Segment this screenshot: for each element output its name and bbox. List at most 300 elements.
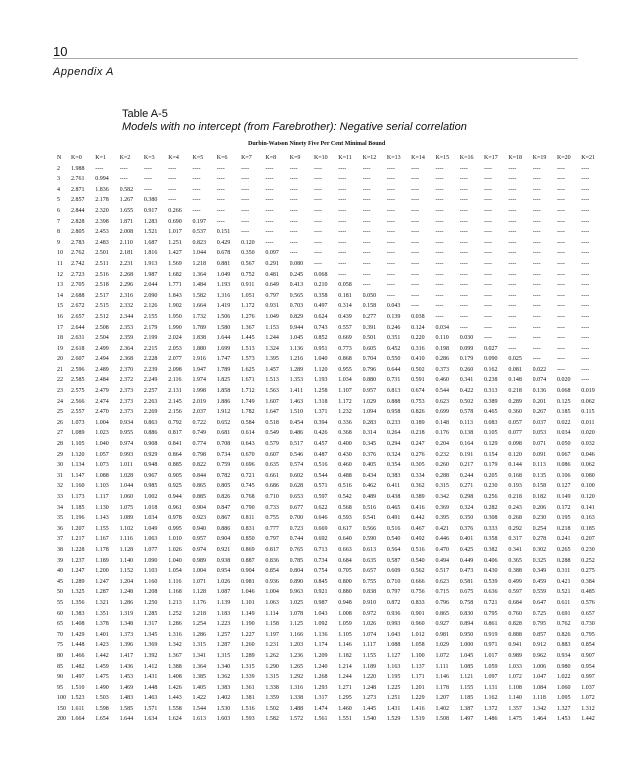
table-cell: 0.904 <box>216 536 231 543</box>
table-cell: ---- <box>289 176 298 183</box>
table-row <box>57 217 606 228</box>
table-cell: ---- <box>289 250 298 257</box>
table-cell: 0.537 <box>192 229 206 236</box>
column-header: N <box>57 155 62 161</box>
table-cell: 2.215 <box>143 345 158 352</box>
table-cell: 0.325 <box>532 557 547 564</box>
table-cell: 1.176 <box>192 599 206 606</box>
table-cell: 0.927 <box>435 621 449 628</box>
table-cell: 1.120 <box>71 451 85 458</box>
table-cell: 0.185 <box>581 525 595 532</box>
row-n-cell: 2 <box>57 165 60 172</box>
table-cell: ---- <box>508 271 517 278</box>
table-cell: 0.034 <box>556 430 571 437</box>
table-cell: 1.128 <box>192 589 206 596</box>
table-cell: 1.130 <box>95 504 109 511</box>
table-cell: ---- <box>556 313 565 320</box>
table-cell: 1.510 <box>289 409 304 416</box>
table-cell: ---- <box>386 292 395 299</box>
column-header: K=2 <box>119 155 131 161</box>
table-cell: 0.254 <box>532 525 547 532</box>
table-cell: 1.121 <box>459 674 474 681</box>
table-cell: 0.097 <box>265 250 279 257</box>
table-cell: 2.596 <box>71 366 85 373</box>
table-row <box>57 365 606 376</box>
column-header: K=1 <box>95 155 107 161</box>
column-header: K=11 <box>338 155 352 161</box>
table-cell: 2.269 <box>143 409 158 416</box>
table-cell: 0.796 <box>362 366 377 373</box>
table-cell: 1.073 <box>71 419 85 426</box>
table-cell: 2.494 <box>95 356 109 363</box>
table-cell: 1.290 <box>265 663 279 670</box>
table-cell: 1.196 <box>71 515 85 522</box>
table-cell: ---- <box>532 165 541 172</box>
table-cell: 0.027 <box>484 345 498 352</box>
table-cell: 0.413 <box>289 282 304 289</box>
table-cell: 1.402 <box>435 705 449 712</box>
table-cell: 0.460 <box>338 462 352 469</box>
table-cell: 1.072 <box>581 695 595 702</box>
table-cell: 2.110 <box>119 239 133 246</box>
table-cell: 0.613 <box>362 546 377 553</box>
table-cell: 1.160 <box>71 483 85 490</box>
table-cell: 0.576 <box>581 599 595 606</box>
table-cell: 0.974 <box>119 441 134 448</box>
table-cell: 2.257 <box>143 388 158 395</box>
table-cell: 0.674 <box>411 388 425 395</box>
table-row <box>57 534 606 545</box>
table-cell: ---- <box>289 186 298 193</box>
table-cell: 2.515 <box>95 303 109 310</box>
table-cell: 0.955 <box>338 366 352 373</box>
table-cell: 1.503 <box>95 695 109 702</box>
table-cell: 0.670 <box>241 451 255 458</box>
table-cell: 1.367 <box>241 324 255 331</box>
table-cell: 0.350 <box>241 250 255 257</box>
table-cell: 0.754 <box>313 568 328 575</box>
table-row <box>57 195 606 206</box>
table-cell: 0.869 <box>241 546 255 553</box>
table-cell: 1.339 <box>241 674 255 681</box>
table-cell: 2.762 <box>71 250 85 257</box>
table-cell: ---- <box>532 324 541 331</box>
table-cell: 0.182 <box>532 494 547 500</box>
table-cell: 0.205 <box>484 472 498 479</box>
table-cell: 1.162 <box>484 695 498 702</box>
table-cell: 1.510 <box>71 684 85 691</box>
table-cell: 0.401 <box>459 536 474 543</box>
table-cell: 0.081 <box>508 366 522 373</box>
table-row <box>57 460 606 471</box>
table-cell: 1.143 <box>95 515 109 522</box>
column-header: K=16 <box>459 155 474 161</box>
table-cell: 1.072 <box>435 652 449 659</box>
table-cell: 0.760 <box>508 610 522 617</box>
table-cell: 1.483 <box>119 695 134 702</box>
table-cell: 0.950 <box>459 631 474 638</box>
table-cell: ---- <box>362 271 371 278</box>
table-cell: 2.370 <box>119 366 134 373</box>
table-cell: 0.324 <box>459 504 474 511</box>
table-cell: 0.218 <box>508 494 522 500</box>
table-cell: 1.190 <box>241 621 255 628</box>
table-cell: 0.985 <box>143 483 158 490</box>
table-cell: 1.431 <box>386 705 401 712</box>
table-cell: ---- <box>216 207 225 214</box>
table-cell: 0.438 <box>386 494 401 500</box>
table-cell: 0.416 <box>411 504 425 511</box>
table-cell: 0.382 <box>484 546 498 553</box>
table-cell: 0.025 <box>508 356 522 363</box>
table-cell: ---- <box>216 165 225 172</box>
table-cell: 2.518 <box>95 282 109 289</box>
table-cell: 0.822 <box>192 462 206 469</box>
table-cell: 2.263 <box>143 398 158 405</box>
table-cell: 0.587 <box>386 557 401 564</box>
table-cell: 0.981 <box>241 578 255 585</box>
table-cell: 1.217 <box>71 536 85 543</box>
table-cell: 0.540 <box>411 557 425 564</box>
table-row <box>57 704 606 715</box>
table-cell: 1.516 <box>241 705 255 712</box>
table-cell: 2.239 <box>143 366 158 373</box>
table-cell: 0.749 <box>192 430 206 437</box>
table-cell: 0.565 <box>289 292 304 299</box>
table-cell: 1.025 <box>289 599 304 606</box>
table-cell: 0.828 <box>508 621 522 628</box>
table-cell: 0.989 <box>508 652 522 659</box>
table-cell: 0.611 <box>556 599 571 606</box>
table-row <box>57 407 606 418</box>
table-cell: 0.207 <box>581 536 595 543</box>
table-cell: 0.624 <box>313 313 328 320</box>
table-cell: 1.582 <box>265 716 279 723</box>
table-cell: 0.050 <box>556 441 571 448</box>
table-cell: 0.752 <box>241 271 255 278</box>
table-cell: ---- <box>338 207 347 214</box>
table-cell: ---- <box>581 345 590 352</box>
table-cell: ---- <box>556 271 565 278</box>
table-cell: 0.847 <box>216 504 231 511</box>
table-cell: 0.324 <box>386 451 401 458</box>
table-cell: ---- <box>532 292 541 299</box>
table-cell: ---- <box>435 250 444 257</box>
table-cell: 1.088 <box>95 472 109 479</box>
table-cell: 0.831 <box>241 525 255 532</box>
table-cell: 1.361 <box>241 684 255 691</box>
table-cell: 0.139 <box>386 313 401 320</box>
table-cell: 0.597 <box>508 589 522 596</box>
table-cell: 2.575 <box>71 388 85 395</box>
table-cell: 1.127 <box>386 652 401 659</box>
table-cell: 1.200 <box>95 568 109 575</box>
table-cell: 1.912 <box>216 409 231 416</box>
column-header: K=8 <box>265 155 277 161</box>
table-cell: 1.453 <box>119 674 134 681</box>
table-cell: 0.516 <box>338 483 352 490</box>
table-cell: 2.320 <box>95 207 109 214</box>
table-cell: 0.647 <box>532 599 547 606</box>
table-cell: 0.888 <box>508 631 522 638</box>
table-cell: 1.987 <box>143 271 158 278</box>
table-label: Table A-5 <box>122 108 168 120</box>
table-cell: 0.446 <box>435 536 449 543</box>
table-cell: 0.452 <box>386 345 401 352</box>
table-cell: ---- <box>411 229 420 236</box>
table-cell: 0.264 <box>386 430 401 437</box>
table-cell: 0.557 <box>338 324 352 331</box>
table-cell: 0.762 <box>556 621 571 628</box>
table-cell: 2.249 <box>143 377 158 384</box>
table-cell: 1.789 <box>192 324 206 331</box>
column-header: K=3 <box>143 155 155 161</box>
table-cell: 1.747 <box>216 356 231 363</box>
table-cell: 0.198 <box>435 345 449 352</box>
table-row <box>57 164 606 175</box>
table-cell: 0.643 <box>241 441 255 448</box>
table-cell: 1.084 <box>532 684 547 691</box>
table-cell: 1.207 <box>435 695 449 702</box>
table-cell: 1.108 <box>508 684 522 691</box>
table-cell: 1.466 <box>71 652 85 659</box>
table-cell: ---- <box>168 176 177 183</box>
table-cell: 0.854 <box>581 642 595 649</box>
table-cell: 1.523 <box>71 695 85 702</box>
table-cell: 0.099 <box>459 345 474 352</box>
table-cell: ---- <box>581 218 590 225</box>
table-cell: ---- <box>581 250 590 257</box>
table-cell: 0.062 <box>581 398 595 405</box>
table-cell: 1.315 <box>265 674 279 681</box>
table-cell: 0.185 <box>556 409 571 416</box>
table-cell: ---- <box>386 176 395 183</box>
table-cell: 0.410 <box>411 356 425 363</box>
table-cell: 1.002 <box>143 494 158 500</box>
table-cell: 1.357 <box>508 705 522 712</box>
table-cell: 1.317 <box>313 695 328 702</box>
table-cell: 0.077 <box>508 430 522 437</box>
table-cell: ---- <box>241 207 250 214</box>
table-cell: ---- <box>484 260 493 267</box>
table-cell: ---- <box>338 229 347 236</box>
table-cell: 0.703 <box>289 303 304 310</box>
table-cell: 1.071 <box>192 578 206 585</box>
table-cell: 2.657 <box>71 313 85 320</box>
table-cell: 0.459 <box>532 578 547 585</box>
table-cell: 1.028 <box>119 472 134 479</box>
table-cell: 1.551 <box>338 716 352 723</box>
table-cell: 1.749 <box>241 398 255 405</box>
table-cell: 2.053 <box>168 345 182 352</box>
table-cell: 0.669 <box>313 525 328 532</box>
table-cell: 1.405 <box>192 684 206 691</box>
table-cell: 0.218 <box>508 388 522 395</box>
table-cell: 1.040 <box>313 356 328 363</box>
table-cell: 0.120 <box>581 494 595 500</box>
table-cell: ---- <box>313 218 322 225</box>
table-cell: 0.614 <box>241 430 255 437</box>
table-cell: 1.580 <box>216 324 231 331</box>
table-cell: 0.341 <box>508 546 522 553</box>
table-cell: ---- <box>362 229 371 236</box>
table-cell: 2.489 <box>95 366 109 373</box>
table-cell: 2.332 <box>119 303 134 310</box>
table-cell: ---- <box>556 356 565 363</box>
table-cell: ---- <box>459 271 468 278</box>
table-cell: ---- <box>556 345 565 352</box>
table-cell: 2.373 <box>119 398 134 405</box>
table-cell: 1.026 <box>168 546 182 553</box>
table-cell: 1.273 <box>362 695 377 702</box>
table-cell: ---- <box>508 165 517 172</box>
table-cell: 1.136 <box>313 631 328 638</box>
table-cell: 0.141 <box>581 504 595 511</box>
table-cell: 0.384 <box>581 578 595 585</box>
table-row <box>57 577 606 588</box>
table-cell: ---- <box>459 218 468 225</box>
column-header: K=18 <box>508 155 523 161</box>
table-cell: ---- <box>508 176 517 183</box>
table-cell: 1.214 <box>338 663 352 670</box>
table-cell: 0.904 <box>192 504 206 511</box>
table-cell: 0.302 <box>532 546 547 553</box>
table-cell: 1.508 <box>435 716 449 723</box>
table-cell: 0.868 <box>338 356 352 363</box>
table-cell: 0.204 <box>435 441 449 448</box>
table-cell: 1.232 <box>338 409 352 416</box>
table-cell: 2.871 <box>71 186 85 193</box>
table-cell: 0.721 <box>484 599 498 606</box>
table-cell: 0.704 <box>362 356 377 363</box>
table-cell: 1.074 <box>362 631 377 638</box>
row-n-cell: 19 <box>57 345 63 352</box>
table-cell: ---- <box>508 303 517 310</box>
table-cell: 1.111 <box>435 663 449 670</box>
table-cell: 0.494 <box>435 557 449 564</box>
table-cell: 0.540 <box>386 536 401 543</box>
table-cell: 1.185 <box>459 695 474 702</box>
table-cell: 0.885 <box>192 494 206 500</box>
table-cell: 0.823 <box>192 239 206 246</box>
table-cell: 0.708 <box>216 441 231 448</box>
table-cell: 0.421 <box>435 525 449 532</box>
table-cell: ---- <box>143 165 152 172</box>
table-cell: 1.244 <box>265 335 279 342</box>
table-cell: ---- <box>508 239 517 246</box>
table-cell: 1.530 <box>216 705 231 712</box>
table-cell: 1.373 <box>119 631 134 638</box>
table-cell: 0.755 <box>265 515 279 522</box>
table-cell: 0.080 <box>289 260 304 267</box>
table-cell: 0.062 <box>581 462 595 469</box>
table-cell: ---- <box>556 165 565 172</box>
table-cell: 1.045 <box>289 335 304 342</box>
table-cell: 0.058 <box>338 282 352 289</box>
header-rule <box>53 58 578 59</box>
table-cell: ---- <box>508 197 517 204</box>
table-cell: 1.193 <box>216 282 231 289</box>
table-row <box>57 619 606 630</box>
table-cell: 2.644 <box>71 324 85 331</box>
table-cell: ---- <box>241 176 250 183</box>
table-cell: ---- <box>386 165 395 172</box>
table-cell: 0.756 <box>411 589 425 596</box>
table-cell: 1.327 <box>556 705 571 712</box>
table-cell: ---- <box>435 303 444 310</box>
table-cell: 2.557 <box>71 409 85 416</box>
table-row <box>57 312 606 323</box>
table-row <box>57 291 606 302</box>
table-cell: 0.241 <box>556 536 571 543</box>
table-cell: 1.445 <box>362 705 377 712</box>
table-cell: 0.179 <box>459 356 474 363</box>
table-cell: 1.134 <box>71 462 85 469</box>
table-cell: 1.248 <box>119 589 134 596</box>
table-cell: ---- <box>459 250 468 257</box>
table-cell: ---- <box>459 260 468 267</box>
table-cell: 1.216 <box>289 356 304 363</box>
table-cell: ---- <box>143 186 152 193</box>
table-cell: 1.017 <box>168 229 182 236</box>
table-cell: 1.168 <box>168 589 182 596</box>
table-cell: ---- <box>484 239 493 246</box>
table-cell: 1.312 <box>581 705 595 712</box>
table-cell: 0.826 <box>216 494 231 500</box>
table-cell: ---- <box>241 218 250 225</box>
table-cell: 1.353 <box>289 377 304 384</box>
row-n-cell: 34 <box>57 504 63 511</box>
table-row <box>57 386 606 397</box>
table-cell: ---- <box>411 207 420 214</box>
table-cell: 1.251 <box>168 239 182 246</box>
table-cell: 0.830 <box>459 610 474 617</box>
table-cell: ---- <box>459 313 468 320</box>
table-cell: ---- <box>581 165 590 172</box>
table-cell: 2.844 <box>71 207 85 214</box>
table-cell: 0.744 <box>289 536 304 543</box>
table-cell: 2.126 <box>143 303 158 310</box>
table-row <box>57 598 606 609</box>
table-cell: 1.402 <box>216 695 231 702</box>
table-cell: 0.176 <box>435 430 449 437</box>
table-cell: ---- <box>362 282 371 289</box>
table-cell: 1.371 <box>313 409 328 416</box>
table-cell: 1.045 <box>459 652 474 659</box>
table-cell: 0.584 <box>241 419 255 426</box>
table-cell: 0.317 <box>508 536 522 543</box>
table-cell: 0.562 <box>411 568 425 575</box>
row-n-cell: 9 <box>57 239 60 246</box>
table-cell: 0.022 <box>556 419 571 426</box>
table-cell: 1.040 <box>95 441 109 448</box>
table-cell: 0.091 <box>532 451 547 458</box>
table-cell: 1.049 <box>265 313 279 320</box>
table-cell: 0.098 <box>508 441 522 448</box>
table-cell: 1.004 <box>192 568 206 575</box>
table-caption: Durbin-Watson Ninety Five Per Cent Minimal Bound <box>248 141 386 147</box>
table-cell: 1.087 <box>216 589 231 596</box>
table-cell: 0.886 <box>216 525 231 532</box>
table-cell: 1.607 <box>265 398 279 405</box>
table-cell: 1.429 <box>71 631 85 638</box>
table-row <box>57 428 606 439</box>
table-cell: 1.385 <box>192 674 206 681</box>
table-cell: 1.286 <box>192 631 206 638</box>
table-cell: 0.921 <box>313 589 328 596</box>
table-cell: 2.723 <box>71 271 85 278</box>
table-cell: 0.521 <box>556 589 571 596</box>
